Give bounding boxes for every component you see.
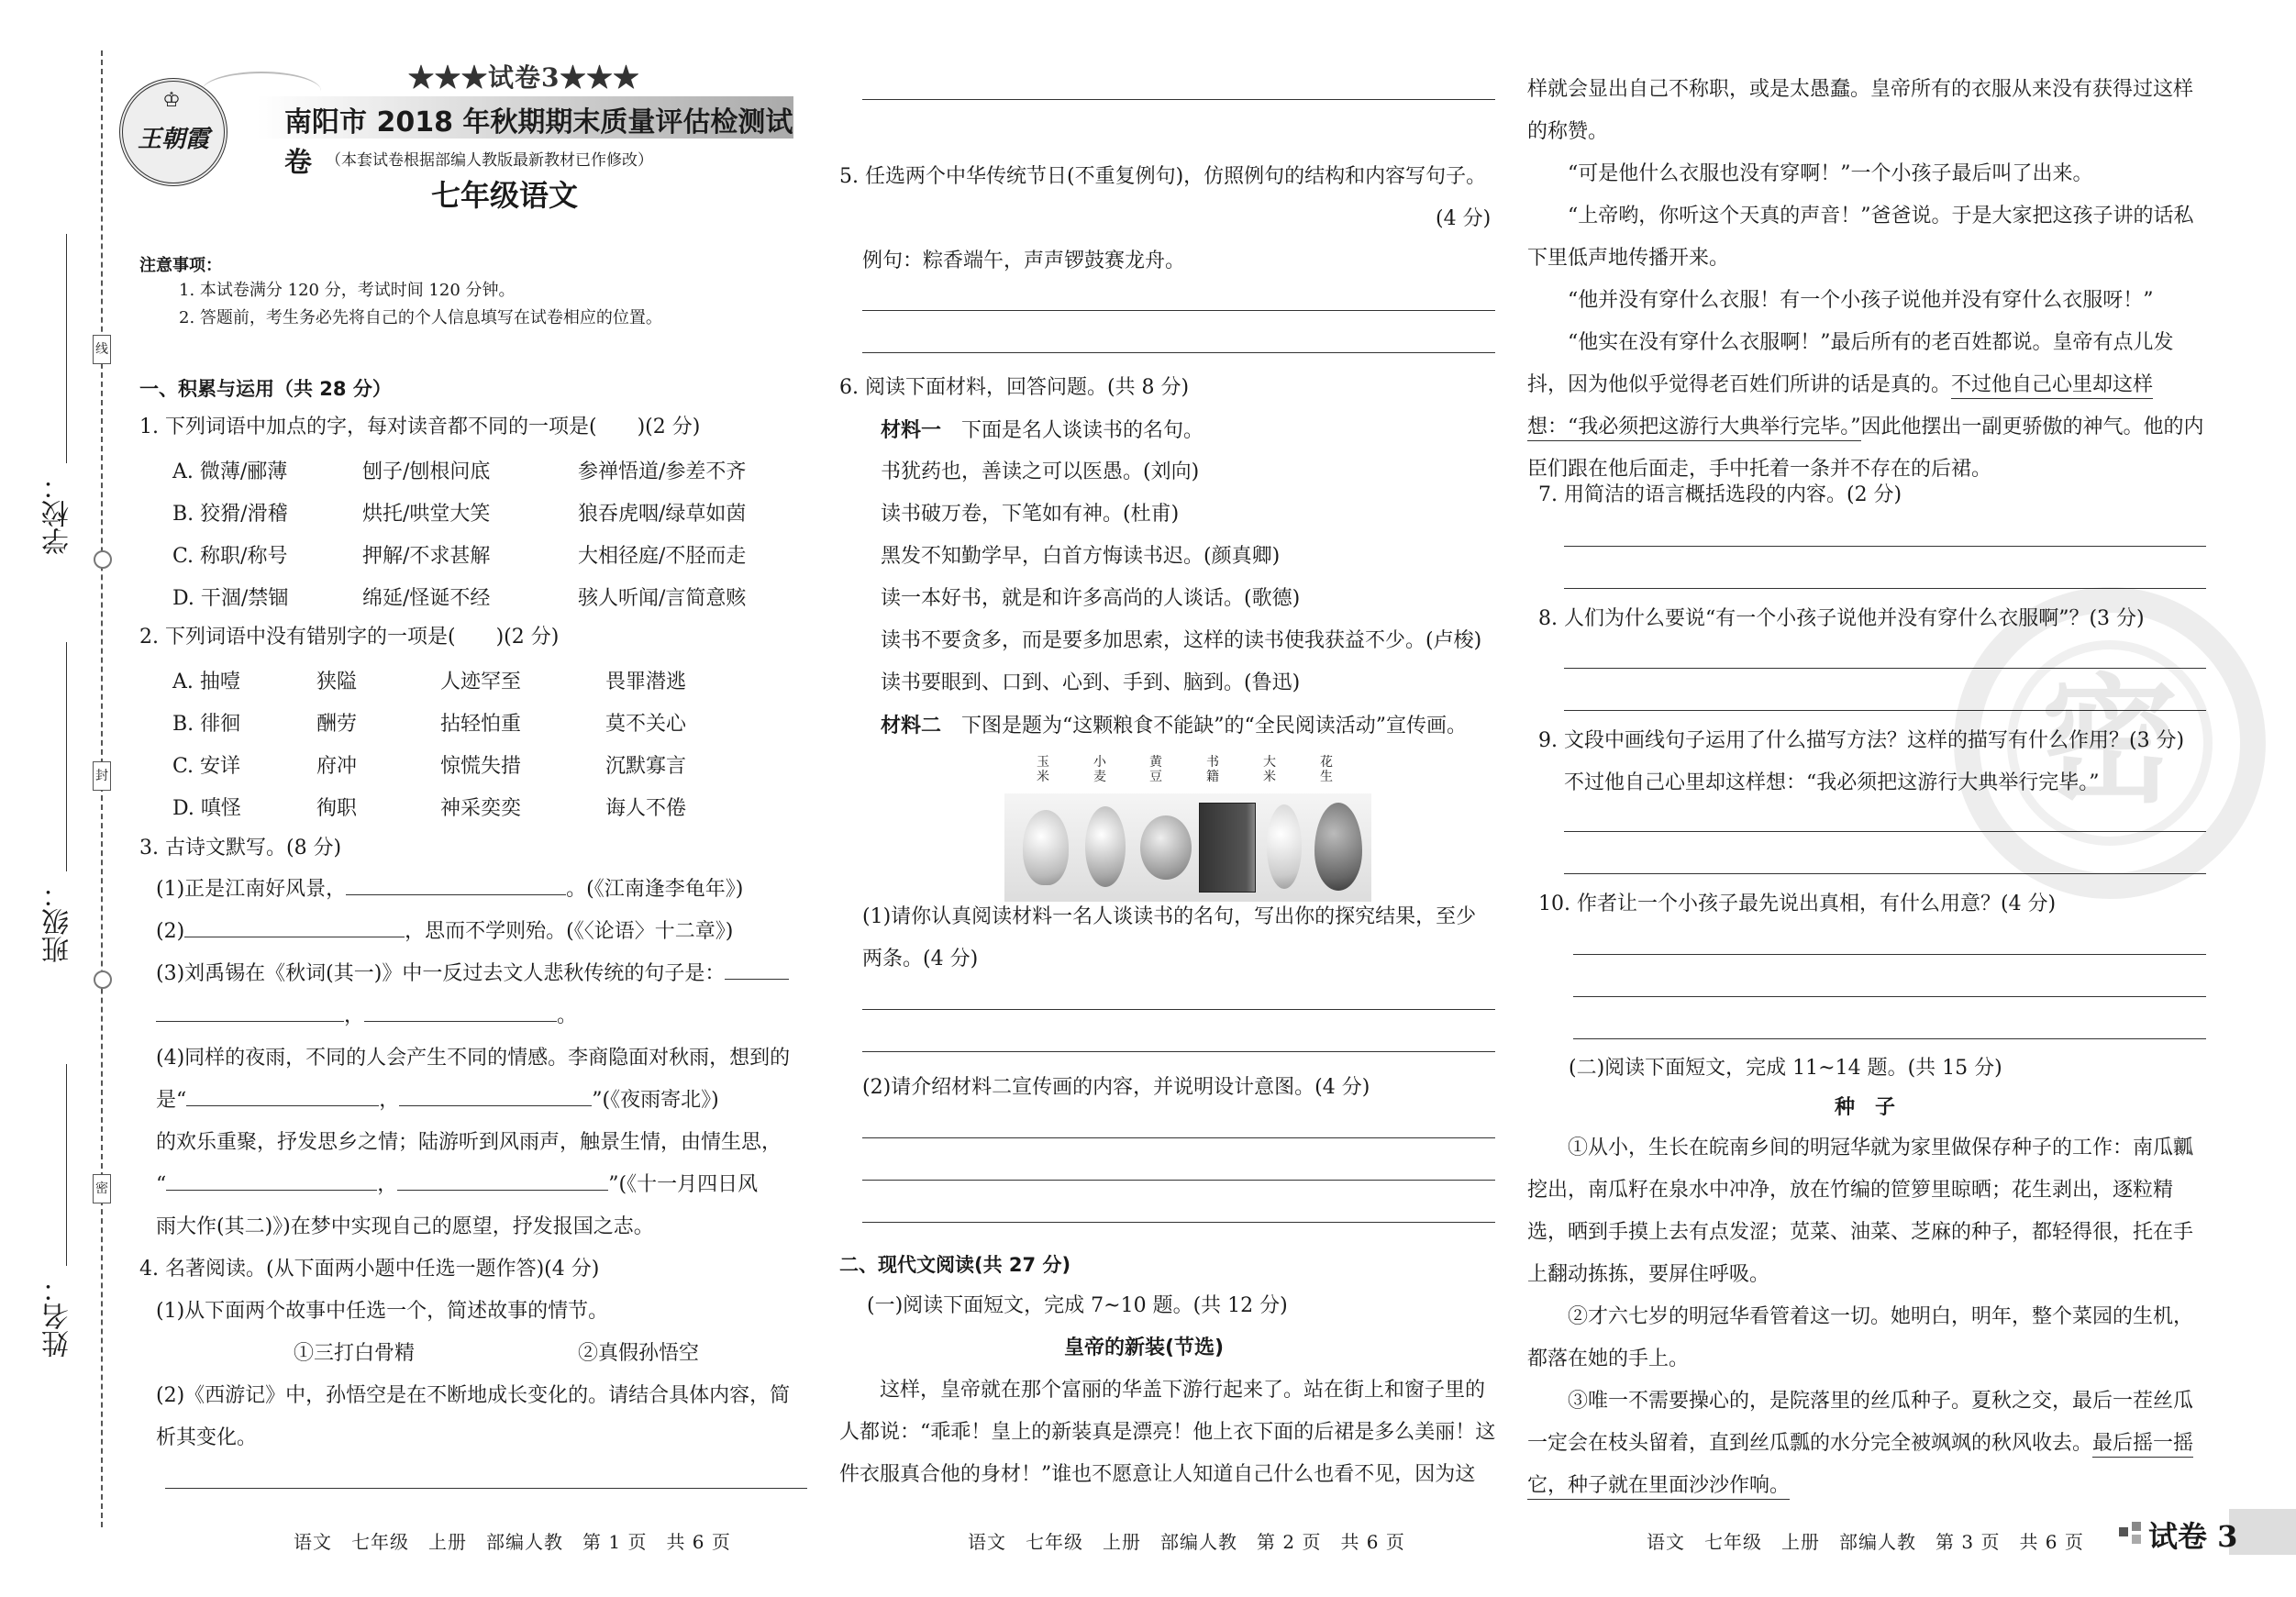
q3-4b-post: ”(《夜雨寄北》) — [592, 1089, 719, 1112]
paper-label: ★★★试卷3★★★ — [408, 62, 640, 93]
q6-material1-text: 下面是名人谈读书的名句。 — [961, 419, 1204, 442]
footer-page-2: 语文 七年级 上册 部编人教 第 2 页 共 6 页 — [968, 1531, 1405, 1553]
q6-sub1b: 两条。(4 分) — [862, 948, 979, 970]
q3-4-blank-4[interactable] — [397, 1171, 608, 1191]
q3-3-blank-1[interactable] — [725, 960, 789, 980]
logo-text: 王朝霞 — [137, 126, 209, 153]
page-tag-dots-icon-2 — [2132, 1522, 2141, 1531]
q3-4b-pre: 是“ — [156, 1089, 187, 1112]
binding-ornament-1 — [94, 550, 112, 569]
q2-b-1[interactable]: B. 徘徊 — [172, 713, 241, 736]
q7-answer-line-1[interactable] — [1564, 546, 2206, 547]
q1-b-1[interactable]: B. 狡猾/滑稽 — [172, 503, 288, 526]
q6-quote-5: 读书不要贪多，而是要多加思索，这样的读书使我获益不少。(卢梭) — [881, 629, 1482, 652]
q5-score: (4 分) — [1436, 207, 1492, 230]
q6-1-answer-line-2[interactable] — [862, 1051, 1495, 1052]
q4-option-2[interactable]: ②真假孙悟空 — [578, 1342, 700, 1365]
q1-d-2: 绵延/怪诞不经 — [362, 587, 491, 610]
story-p5-text-a: “他实在没有穿什么衣服啊！”最后所有的老百姓都说。皇帝有点儿发抖，因为他似乎觉得老百姓们所讲的话是真的。 — [1527, 331, 2174, 396]
page-tag-text: 试卷 3 — [2148, 1519, 2238, 1554]
q3-2-blank[interactable] — [184, 918, 405, 937]
q2-a-2: 狭隘 — [316, 671, 358, 693]
q3-3-blank-2[interactable] — [156, 1003, 344, 1022]
story-paragraph-4: “他并没有穿什么衣服！有一个小孩子说他并没有穿什么衣服呀！” — [1568, 289, 2154, 312]
peanut-icon — [1314, 803, 1362, 891]
story-title: 皇帝的新装(节选) — [1064, 1336, 1225, 1359]
q10-answer-line-1[interactable] — [1573, 954, 2206, 955]
q3-line-3b — [156, 1003, 577, 1030]
q6-material1 — [881, 416, 1203, 445]
soybean-icon — [1140, 815, 1192, 880]
q5-stem: 5. 任选两个中华传统节日(不重复例句)，仿照例句的结构和内容写句子。 — [839, 165, 1487, 188]
story-paragraph-1: 这样，皇帝就在那个富丽的华盖下游行起来了。站在街上和窗子里的人都说：“乖乖！皇上的新装真是漂亮！他上衣下面的后裙是多么美丽！这件衣服真合他的身材！”谁也不愿意让人知道自己什么也看不见，因为这 — [839, 1379, 1496, 1486]
page-tag — [2119, 1509, 2296, 1555]
rice-grain-icon — [1267, 804, 1302, 889]
class-field[interactable] — [39, 642, 94, 963]
name-label: 姓名： — [42, 1275, 74, 1358]
binding-mark-mi: 密 — [93, 1174, 111, 1203]
q2-a-4: 畏罪潜逃 — [605, 671, 687, 693]
q6-quote-1: 书犹药也，善读之可以医愚。(刘向) — [881, 460, 1200, 483]
class-field-line — [66, 642, 67, 871]
q3-1-source: 。(《江南逢李龟年》) — [566, 878, 744, 901]
q1-stem: 1. 下列词语中加点的字，每对读音都不同的一项是( )(2 分) — [139, 416, 701, 438]
corn-kernel-icon — [1023, 810, 1069, 885]
section2-sub1: (一)阅读下面短文，完成 7~10 题。(共 12 分) — [867, 1294, 1288, 1317]
q2-b-2: 酬劳 — [316, 713, 358, 736]
story-paragraph-2: “可是他什么衣服也没有穿啊！”一个小孩子最后叫了出来。 — [1568, 162, 2093, 185]
q9-stem: 9. 文段中画线句子运用了什么描写方法？这样的描写有什么作用？(3 分) — [1538, 729, 2185, 752]
q3-2-text: (2) — [156, 920, 185, 943]
q3-3-text: (3)刘禹锡在《秋词(其一)》中一反过去文人悲秋传统的句子是： — [156, 962, 726, 985]
q6-stem: 6. 阅读下面材料，回答问题。(共 8 分) — [839, 376, 1190, 399]
q5-answer-line-1[interactable] — [862, 310, 1495, 311]
q3-1-text: (1)正是江南好风景， — [156, 878, 347, 901]
binding-mark-feng: 封 — [93, 761, 111, 791]
q4-stem: 4. 名著阅读。(从下面两小题中任选一题作答)(4 分) — [139, 1258, 600, 1281]
q6-material1-label: 材料一 — [881, 418, 942, 442]
seed-paragraph-3 — [1527, 1381, 2206, 1507]
q6-quote-6: 读书要眼到、口到、心到、手到、脑到。(鲁迅) — [881, 671, 1301, 694]
poster-strip — [1004, 793, 1371, 902]
q1-a-1[interactable]: A. 微薄/郦薄 — [172, 460, 288, 483]
q3-3-period: 。 — [557, 1004, 578, 1027]
q3-line-4b — [156, 1087, 719, 1115]
q6-sub1a: (1)请你认真阅读材料一名人谈读书的名句，写出你的探究结果，至少 — [862, 905, 1477, 928]
exam-subtitle: （本套试卷根据部编人教版最新教材已作修改） — [326, 151, 653, 170]
name-field-line — [66, 1064, 67, 1266]
section2-title: 二、现代文阅读(共 27 分) — [839, 1254, 1071, 1276]
q5-answer-line-2[interactable] — [862, 352, 1495, 353]
q4-sub2a: (2)《西游记》中，孙悟空是在不断地成长变化的。请结合具体内容，简 — [156, 1384, 791, 1407]
name-field[interactable] — [39, 1064, 94, 1385]
watermark-seal — [1954, 587, 2266, 899]
q2-c-1[interactable]: C. 安详 — [172, 755, 241, 778]
exam-title: 南阳市 2018 年秋期期末质量评估检测试卷 — [284, 106, 793, 179]
q3-4b-mid: ， — [379, 1089, 400, 1112]
q1-b-3: 狼吞虎咽/绿草如茵 — [578, 503, 747, 526]
q2-c-4: 沉默寡言 — [605, 755, 687, 778]
q3-3-comma: ， — [344, 1004, 365, 1027]
q2-c-3: 惊慌失措 — [440, 755, 522, 778]
q3-line-3 — [156, 960, 789, 988]
page-tag-dots-icon — [2119, 1527, 2128, 1536]
binding-ornament-2 — [94, 970, 112, 989]
exam-subject: 七年级语文 — [431, 178, 579, 213]
poster-label-soybean: 黄豆 — [1149, 755, 1162, 784]
q3-line-4d — [156, 1171, 758, 1199]
q3-line-4c: 的欢乐重聚，抒发思乡之情；陆游听到风雨声，触景生情，由情生思， — [156, 1131, 782, 1154]
q1-a-3: 参禅悟道/参差不齐 — [578, 460, 747, 483]
poster-label-rice: 大米 — [1263, 755, 1276, 784]
notice-title: 注意事项： — [139, 256, 222, 275]
seed-paragraph-2: ②才六七岁的明冠华看管着这一切。她明白，明年，整个菜园的生机，都落在她的手上。 — [1527, 1305, 2194, 1370]
q2-d-1[interactable]: D. 嗔怪 — [172, 797, 241, 820]
binding-margin — [0, 0, 119, 1597]
page-tag-dots-icon-3 — [2132, 1535, 2141, 1544]
q4-sub1: (1)从下面两个故事中任选一个，简述故事的情节。 — [156, 1300, 609, 1323]
q6-material2 — [881, 712, 1467, 740]
footer-page-3: 语文 七年级 上册 部编人教 第 3 页 共 6 页 — [1647, 1531, 2084, 1553]
q2-d-2: 徇职 — [316, 797, 358, 820]
q3-stem: 3. 古诗文默写。(8 分) — [139, 837, 342, 859]
q2-c-2: 府冲 — [316, 755, 358, 778]
q4-answer-line-cont[interactable] — [862, 99, 1495, 100]
binding-mark-xian: 线 — [93, 335, 111, 364]
q7-stem: 7. 用简洁的语言概括选段的内容。(2 分) — [1538, 483, 1902, 506]
q4-option-1[interactable]: ①三打白骨精 — [294, 1342, 416, 1365]
q6-2-answer-line-1[interactable] — [862, 1137, 1495, 1138]
poster-label-peanut: 花生 — [1320, 755, 1333, 784]
q2-a-3: 人迹罕至 — [440, 671, 522, 693]
seed-p3-underlined: 最后摇一摇它，种子就在里面沙沙作响。 — [1527, 1432, 2193, 1500]
section2-sub2: (二)阅读下面短文，完成 11~14 题。(共 15 分) — [1569, 1057, 2002, 1080]
q10-stem: 10. 作者让一个小孩子最先说出真相，有什么用意？(4 分) — [1538, 893, 2057, 915]
q6-quote-2: 读书破万卷，下笔如有神。(杜甫) — [881, 503, 1180, 526]
q9-quote: 不过他自己心里却这样想：“我必须把这游行大典举行完毕。” — [1564, 771, 2100, 794]
story-paragraph-5 — [1527, 322, 2206, 491]
q6-material2-label: 材料二 — [881, 714, 942, 738]
q5-example: 例句：粽香端午，声声锣鼓赛龙舟。 — [862, 250, 1186, 272]
column-page-2 — [839, 0, 1500, 1597]
class-label: 班级： — [42, 881, 74, 963]
q6-1-answer-line-1[interactable] — [862, 1009, 1495, 1010]
q1-c-1[interactable]: C. 称职/称号 — [172, 545, 288, 568]
q3-4d-post: ”(《十一月四日风 — [608, 1173, 759, 1196]
q3-4-blank-2[interactable] — [399, 1087, 592, 1106]
wheat-grain-icon — [1085, 806, 1126, 887]
q1-c-3: 大相径庭/不胫而走 — [578, 545, 747, 568]
q1-b-2: 烘托/哄堂大笑 — [362, 503, 491, 526]
q2-stem: 2. 下列词语中没有错别字的一项是( )(2 分) — [139, 626, 560, 649]
poster-label-books: 书籍 — [1206, 755, 1219, 784]
q1-a-2: 刨子/刨根问底 — [362, 460, 491, 483]
q2-b-3: 拈轻怕重 — [440, 713, 522, 736]
q1-d-1[interactable]: D. 干涸/禁锢 — [172, 587, 289, 610]
q2-d-3: 神采奕奕 — [440, 797, 522, 820]
q3-4-blank-3[interactable] — [166, 1171, 377, 1191]
q6-material2-text: 下图是题为“这颗粮食不能缺”的“全民阅读活动”宣传画。 — [961, 715, 1468, 738]
q6-2-answer-line-3[interactable] — [862, 1222, 1495, 1223]
q2-b-4: 莫不关心 — [605, 713, 687, 736]
q10-answer-line-2[interactable] — [1573, 996, 2206, 997]
seed-paragraph-1: ①从小，生长在皖南乡间的明冠华就为家里做保存种子的工作：南瓜瓤挖出，南瓜籽在泉水中冲净，放在竹编的笸箩里晾晒；花生剥出，逐粒精选，晒到手摸上去有点发涩；苋菜、油菜、芝麻的种子，都轻得很，托在手上翻动拣拣，要屏住呼吸。 — [1527, 1137, 2194, 1286]
q3-4-blank-1[interactable] — [186, 1087, 379, 1106]
seed-p3-text: ③唯一不需要操心的，是院落里的丝瓜种子。夏秋之交，最后一茬丝瓜一定会在枝头留着，直到丝瓜瓢的水分完全被飒飒的秋风收去。 — [1527, 1390, 2194, 1455]
watermark-char: 密 — [2040, 660, 2179, 822]
notice-item-2: 2. 答题前，考生务必先将自己的个人信息填写在试卷相应的位置。 — [179, 308, 662, 327]
school-label: 学校： — [42, 472, 74, 555]
q3-line-4a: (4)同样的夜雨，不同的人会产生不同的情感。李商隐面对秋雨，想到的 — [156, 1047, 791, 1070]
page-tag-bar — [2229, 1509, 2296, 1555]
footer-page-1: 语文 七年级 上册 部编人教 第 1 页 共 6 页 — [294, 1531, 731, 1553]
q6-sub2: (2)请介绍材料二宣传画的内容，并说明设计意图。(4 分) — [862, 1076, 1370, 1099]
q3-line-1 — [156, 876, 743, 904]
poster-label-corn: 玉米 — [1037, 755, 1049, 784]
q3-4d-mid: ， — [377, 1173, 398, 1196]
q2-d-4: 诲人不倦 — [605, 797, 687, 820]
q3-1-blank[interactable] — [346, 876, 566, 895]
q4-sub2b: 析其变化。 — [156, 1426, 258, 1449]
q2-a-1[interactable]: A. 抽噎 — [172, 671, 240, 693]
q1-d-3: 骇人听闻/言简意赅 — [578, 587, 747, 610]
story-p5-underlined: 不过他自己心里却这样想：“我必须把这游行大典举行完毕。” — [1527, 373, 2153, 441]
story-p5-text-b: 因此他摆出一副更骄傲的神气。他的内臣们跟在他后面走，手中托着一条并不存在的后裙。 — [1527, 416, 2204, 481]
poster-image — [1000, 755, 1333, 902]
q1-c-2: 押解/不求甚解 — [362, 545, 491, 568]
book-icon — [1199, 803, 1256, 893]
story-paragraph-3: “上帝哟，你听这个天真的声音！”爸爸说。于是大家把这孩子讲的话私下里低声地传播开来。 — [1527, 205, 2194, 270]
poster-label-wheat: 小麦 — [1093, 755, 1106, 784]
logo-crown-icon: ♔ — [162, 89, 181, 112]
header-banner — [119, 55, 803, 211]
q6-quote-3: 黑发不知勤学早，白首方悔读书迟。(颜真卿) — [881, 545, 1281, 568]
school-field[interactable] — [39, 234, 94, 555]
q3-3-blank-3[interactable] — [364, 1003, 557, 1022]
column-page-1 — [128, 0, 812, 1597]
q8-stem: 8. 人们为什么要说“有一个小孩子说他并没有穿什么衣服啊”？(3 分) — [1538, 607, 2145, 630]
q3-line-4e: 雨大作(其二)》)在梦中实现自己的愿望，抒发报国之志。 — [156, 1215, 654, 1238]
q3-4d-pre: “ — [156, 1173, 167, 1196]
seed-story-title: 种 子 — [1835, 1096, 1896, 1119]
q10-answer-line-3[interactable] — [1573, 1038, 2206, 1039]
story-paragraph-1-cont: 样就会显出自己不称职，或是太愚蠢。皇帝所有的衣服从来没有获得过这样的称赞。 — [1527, 78, 2194, 143]
q3-line-2 — [156, 918, 733, 946]
section1-title: 一、积累与运用（共 28 分） — [139, 378, 392, 400]
q4-answer-line[interactable] — [165, 1488, 807, 1489]
q6-2-answer-line-2[interactable] — [862, 1180, 1495, 1181]
school-field-line — [66, 234, 67, 463]
q3-2-source: ，思而不学则殆。(《〈论语〉十二章》) — [405, 920, 734, 943]
notice-item-1: 1. 本试卷满分 120 分，考试时间 120 分钟。 — [179, 281, 516, 300]
q6-quote-4: 读一本好书，就是和许多高尚的人谈话。(歌德) — [881, 587, 1301, 610]
